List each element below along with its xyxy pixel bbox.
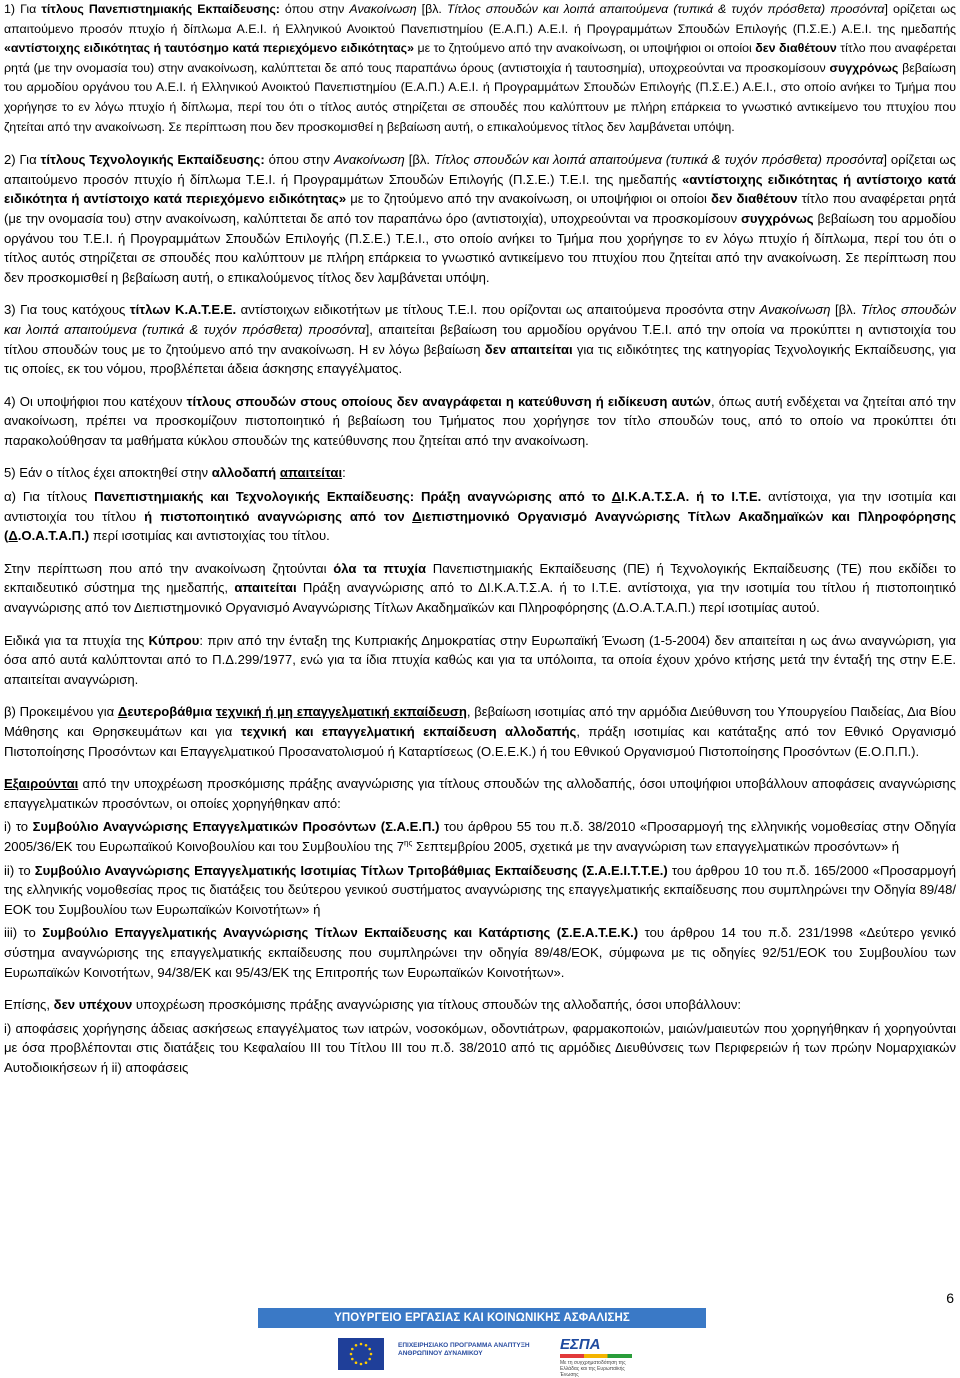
page-footer (0, 1308, 960, 1378)
paragraph: β) Προκειμένου για Δευτεροβάθμια τεχνική ή μη επαγγελματική εκπαίδευση, βεβαίωση ισοτιμίας από την αρμόδια Διεύθυνση του Υπουργείου Παιδείας, Δια Βίου Μάθησης και Θρησκευμάτων και για τεχνική και επαγγελματική εκπαίδευση αλλοδαπής, πράξη ισοτιμίας και κατάταξης από τον Εθνικό Οργανισμό Πιστοποίησης Προσόντων και Επαγγελματικού Προσανατολισμού ή Καταρτίσεως (Ο.Ε.Ε.Κ.) ή του Εθνικού Οργανισμού Πιστοποίησης Προσόντων (Ε.Ο.Π.Π.). (4, 704, 956, 759)
paragraph: 4) Οι υποψήφιοι που κατέχουν τίτλους σπουδών στους οποίους δεν αναγράφεται η κατεύθυνση ή ειδίκευση αυτών, όπως αυτή ενδέχεται να ζητείται από την ανακοίνωση, πρέπει να προσκομίζουν πιστοποιητικό ή βεβαίωση του Τμήματος που χορήγησε τον τίτλο σπουδών τους, από το οποίο να προκύπτει ότι παρακολούθησαν τα μαθήματα κύκλου σπουδών της κατεύθυνσης που ζητείται από την ανακοίνωση. (4, 393, 956, 448)
paragraph: i) το Συμβούλιο Αναγνώρισης Επαγγελματικών Προσόντων (Σ.Α.Ε.Π.) του άρθρου 55 του π.δ. 38/2010 «Προσαρμογή της ελληνικής νομοθεσίας στην Οδηγία 2005/36/ΕΚ του Ευρωπαϊκού Κοινοβουλίου και του Συμβουλίου της $7^{\eta\varsigma}$ Σεπτεμβρίου 2005, σχετικά με την αναγνώριση των επαγγελματικών προσόντων» ή (4, 819, 956, 854)
paragraph: 3) Για τους κατόχους τίτλων Κ.Α.Τ.Ε.Ε. αντίστοιχων ειδικοτήτων με τίτλους Τ.Ε.Ι. που ορίζονται ως απαιτούμενα προσόντα στην Ανακοίνωση [βλ. Τίτλος σπουδών και λοιπά απαιτούμενα (τυπικά & τυχόν πρόσθετα) προσόντα], απαιτείται βεβαίωση του αρμοδίου οργάνου Τ.Ε.Ι. από την οποία να προκύπτει η αντιστοιχία του τίτλου σπουδών τους με το ζητούμενο από την ανακοίνωση. Η εν λόγω βεβαίωση δεν απαιτείται για τις ειδικότητες της κατηγορίας Τεχνολογικής Εκπαίδευσης, για τις οποίες, εκ του νόμου, προβλέπεται άδεια άσκησης επαγγέλματος. (4, 302, 956, 377)
eu-stars-icon (338, 1338, 384, 1370)
espa-color-bar (560, 1354, 632, 1358)
eu-flag-icon (338, 1338, 384, 1370)
espa-subtitle: Με τη συγχρηματοδότηση της Ελλάδας και της Ευρωπαϊκής Ένωσης (560, 1360, 626, 1378)
page-number: 6 (946, 1290, 954, 1306)
paragraph: α) Για τίτλους Πανεπιστημιακής και Τεχνολογικής Εκπαίδευσης: Πράξη αναγνώρισης από το ΔΙ.Κ.Α.Τ.Σ.Α. ή το Ι.Τ.Ε. αντίστοιχα, για την ισοτιμία και αντιστοιχία του τίτλου ή πιστοποιητικό αναγνώρισης από τον Διεπιστημονικό Οργανισμό Αναγνώρισης Τίτλων Ακαδημαϊκών και Πληροφόρησης (Δ.Ο.Α.Τ.Α.Π.) περί ισοτιμίας και αντιστοιχίας του τίτλου. (4, 489, 957, 544)
document-page (4, 0, 956, 1091)
funding-logos (338, 1336, 638, 1376)
ministry-banner: ΥΠΟΥΡΓΕΙΟ ΕΡΓΑΣΙΑΣ ΚΑΙ ΚΟΙΝΩΝΙΚΗΣ ΑΣΦΑΛΙΣΗΣ (258, 1308, 706, 1328)
paragraph: iii) το Συμβούλιο Επαγγελματικής Αναγνώρισης Τίτλων Εκπαίδευσης και Κατάρτισης (Σ.Ε.Α.Τ.Ε.Κ.) του άρθρου 14 του π.δ. 231/1998 «Δεύτερο γενικό σύστημα αναγνώρισης της επαγγελματικής εκπαίδευσης που συμπληρώνει την οδηγία 89/48/ΕΟΚ, σύμφωνα με τις οδηγίες 92/51/ΕΟΚ του Συμβουλίου των Ευρωπαϊκών Κοινοτήτων, 94/38/ΕΚ και 95/43/ΕΚ της Επιτροπής των Ευρωπαϊκών Κοινοτήτων». (4, 925, 956, 980)
paragraph: i) αποφάσεις χορήγησης άδειας ασκήσεως επαγγέλματος των ιατρών, νοσοκόμων, οδοντιάτρων, φαρμακοποιών, μαιών/μαιευτών που χορηγήθηκαν ή χορηγούνται με όσα προβλέπονται στις διατάξεις του Κεφαλαίου ΙΙΙ του Τίτλου ΙΙΙ του π.δ. 38/2010 από τις αρμόδιες Διευθύνσεις των Περιφερειών ή των πρώην Νομαρχιακών Αυτοδιοικήσεων ή ii) αποφάσεις (4, 1020, 956, 1075)
program-text: ΕΠΙΧΕΙΡΗΣΙΑΚΟ ΠΡΟΓΡΑΜΜΑ ΑΝΑΠΤΥΞΗ ΑΝΘΡΩΠΙΝΟΥ ΔΥΝΑΜΙΚΟΥ (398, 1342, 530, 1357)
paragraph: Επίσης, δεν υπέχουν υποχρέωση προσκόμισης πράξης αναγνώρισης για τίτλους σπουδών της αλλοδαπής, όσοι υποβάλλουν: (4, 997, 742, 1013)
paragraph: 1) Για τίτλους Πανεπιστημιακής Εκπαίδευσης: όπου στην Ανακοίνωση [βλ. Τίτλος σπουδών και λοιπά απαιτούμενα (τυπικά & τυχόν πρόσθετα) προσόντα] ορίζεται ως απαιτούμενο προσόν πτυχίο ή δίπλωμα Α.Ε.Ι. ή Ελληνικού Ανοικτού Πανεπιστημίου (Ε.Α.Π.) Α.Ε.Ι. ή Προγραμμάτων Σπουδών Επιλογής (Π.Σ.Ε.) Α.Ε.Ι. της ημεδαπής «αντίστοιχης ειδικότητας ή ταυτόσημο κατά περιεχόμενο ειδικότητας» με το ζητούμενο από την ανακοίνωση, οι υποψήφιοι οι οποίοι δεν διαθέτουν τίτλο που αναφέρεται ρητά (με την ονομασία του) στην ανακοίνωση, καλύπτεται δε από τους παραπάνω όρους (αντιστοιχία ή ταυτοσημία), υποχρεούνται να προσκομίσουν συγχρόνως βεβαίωση του αρμοδίου οργάνου του Α.Ε.Ι. ή Ελληνικού Ανοικτού Πανεπιστημίου (Ε.Α.Π.) Α.Ε.Ι. ή Προγραμμάτων Σπουδών Επιλογής (Π.Σ.Ε.) Α.Ε.Ι., στο οποίο ανήκει το Τμήμα που χορήγησε το εν λόγω πτυχίο ή δίπλωμα, περί του ότι ο τίτλος αυτός στηρίζεται σε σπουδές που καλύπτουν με πλήρη επάρκεια το γνωστικό αντικείμενο του πτυχίου που ζητείται από την ανακοίνωση. Σε περίπτωση που δεν προσκομισθεί η βεβαίωση αυτή, ο επικαλούμενος τίτλος δεν λαμβάνεται υπόψη. (4, 2, 956, 134)
paragraph: 5) Εάν ο τίτλος έχει αποκτηθεί στην αλλοδαπή απαιτείται: (4, 465, 346, 481)
paragraph: 2) Για τίτλους Τεχνολογικής Εκπαίδευσης: όπου στην Ανακοίνωση [βλ. Τίτλος σπουδών και λοιπά απαιτούμενα (τυπικά & τυχόν πρόσθετα) προσόντα] ορίζεται ως απαιτούμενο προσόν πτυχίο ή δίπλωμα Τ.Ε.Ι. ή Προγραμμάτων Σπουδών Επιλογής (Π.Σ.Ε.) Τ.Ε.Ι. της ημεδαπής «αντίστοιχης ειδικότητας ή αντίστοιχο κατά ειδικότητα ή αντίστοιχο κατά περιεχόμενο ειδικότητας» με το ζητούμενο από την ανακοίνωση, οι υποψήφιοι οι οποίοι δεν διαθέτουν τίτλο που αναφέρεται ρητά (με την ονομασία του) στην ανακοίνωση, καλύπτεται δε από τον παραπάνω όρο (αντιστοιχία), υποχρεούνται να προσκομίσουν συγχρόνως βεβαίωση του αρμοδίου οργάνου του Τ.Ε.Ι. ή Προγραμμάτων Σπουδών Επιλογής (Π.Σ.Ε.) Τ.Ε.Ι., στο οποίο ανήκει το Τμήμα που χορήγησε το εν λόγω πτυχίο ή δίπλωμα, περί του ότι ο τίτλος αυτός στηρίζεται σε σπουδές που καλύπτουν με πλήρη επάρκεια το γνωστικό αντικείμενο του πτυχίου που ζητείται από την ανακοίνωση. Σε περίπτωση που δεν προσκομισθεί η βεβαίωση αυτή, ο επικαλούμενος τίτλος δεν λαμβάνεται υπόψη. (4, 152, 957, 285)
espa-logo (560, 1336, 632, 1378)
paragraph: Στην περίπτωση που από την ανακοίνωση ζητούνται όλα τα πτυχία Πανεπιστημιακής Εκπαίδευσης (ΠΕ) ή Τεχνολογικής Εκπαίδευσης (ΤΕ) που εκδίδει το εκπαιδευτικό σύστημα της ημεδαπής, απαιτείται Πράξη αναγνώρισης από το ΔΙ.Κ.Α.Τ.Σ.Α. ή το Ι.Τ.Ε. αντίστοιχα, για την ισοτιμία του τίτλου ή πιστοποιητικό αναγνώρισης από τον Διεπιστημονικό Οργανισμό Αναγνώρισης Τίτλων Ακαδημαϊκών και Πληροφόρησης (Δ.Ο.Α.Τ.Α.Π.) περί ισοτιμίας αυτού. (4, 560, 956, 616)
paragraph: Εξαιρούνται από την υποχρέωση προσκόμισης πράξης αναγνώρισης για τίτλους σπουδών της αλλοδαπής, όσοι υποψήφιοι υποβάλλουν αποφάσεις αναγνώρισης επαγγελματικών προσόντων, οι οποίες χορηγήθηκαν από: (4, 776, 956, 811)
espa-wordmark: ΕΣΠΑ (560, 1336, 601, 1353)
paragraph: Ειδικά για τα πτυχία της Κύπρου: πριν από την ένταξη της Κυπριακής Δημοκρατίας στην Ευρωπαϊκή Ένωση (1-5-2004) δεν απαιτείται η ως άνω αναγνώριση, για όσα από αυτά καλύπτονται από το Π.Δ.299/1977, ενώ για τα ίδια πτυχία καθώς και για τα υπόλοιπα, τα οποία έχουν χρόνο κτήσης μετά την ένταξή της στην Ε.Ε. απαιτείται αναγνώριση. (4, 632, 956, 687)
paragraph: ii) το Συμβούλιο Αναγνώρισης Επαγγελματικής Ισοτιμίας Τίτλων Τριτοβάθμιας Εκπαίδευσης (Σ.Α.Ε.Ι.Τ.Τ.Ε.) του άρθρου 10 του π.δ. 165/2000 «Προσαρμογή της ελληνικής νομοθεσίας προς τις διατάξεις του δεύτερου γενικού συστήματος αναγνώρισης της επαγγελματικής εκπαίδευσης που συμπληρώνει την Οδηγία 89/48/ΕΟΚ του Συμβουλίου των Ευρωπαϊκών Κοινοτήτων» ή (4, 862, 956, 917)
